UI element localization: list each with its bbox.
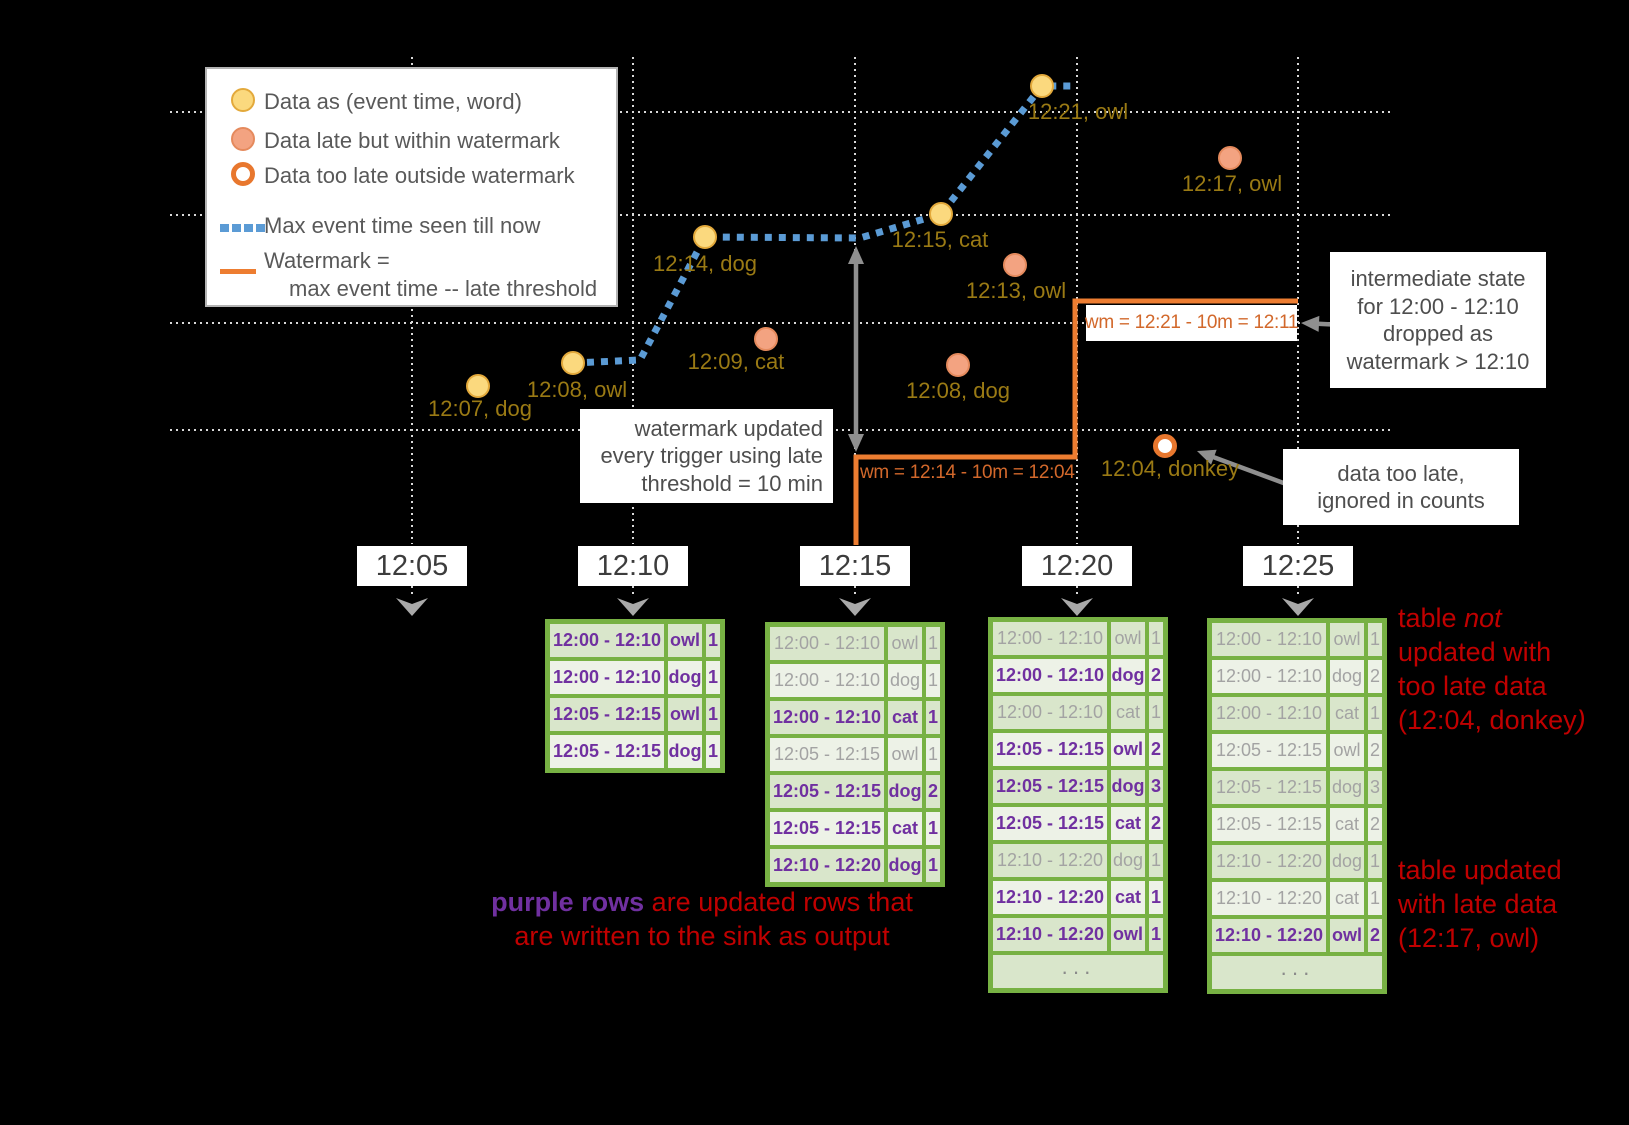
table-cell: owl (888, 627, 922, 660)
callout-line: threshold = 10 min (641, 470, 823, 496)
table-row (770, 738, 940, 771)
table-cell: 1 (1149, 844, 1163, 877)
purple-rows-caption (452, 885, 952, 953)
table-cell: dog (1330, 845, 1364, 878)
table-cell: 2 (1368, 660, 1382, 693)
watermark-line-icon (220, 269, 256, 274)
caption-segment: ) (1576, 705, 1586, 736)
table-cell: 12:10 - 12:20 (1212, 845, 1326, 878)
result-table-12:25 (1207, 618, 1387, 994)
table-cell: 1 (926, 849, 940, 882)
callout-line: watermark updated (634, 415, 823, 441)
data-point-label: 12:14, dog (653, 251, 757, 276)
table-cell: 12:05 - 12:15 (993, 807, 1107, 840)
table-ellipsis-row: ··· (993, 955, 1163, 988)
late-updated-caption (1398, 853, 1562, 955)
table-cell: dog (1330, 771, 1364, 804)
data-point-too-late (1153, 434, 1177, 458)
result-table-12:10 (545, 619, 725, 773)
table-row (770, 664, 940, 697)
table-cell: 1 (706, 624, 720, 657)
table-row (993, 844, 1163, 877)
table-row (550, 661, 720, 694)
data-point-on-time (1030, 74, 1054, 98)
table-row (993, 659, 1163, 692)
table-cell: 12:10 - 12:20 (993, 918, 1107, 951)
table-cell: cat (888, 812, 922, 845)
legend-item-label: Data too late outside watermark (264, 163, 575, 188)
on-time-dot-icon (231, 88, 255, 112)
table-row (993, 918, 1163, 951)
table-cell: owl (1330, 919, 1364, 952)
arrowhead-icon (848, 434, 864, 452)
table-cell: 1 (1368, 623, 1382, 656)
callout-line: for 12:00 - 12:10 (1357, 293, 1519, 319)
table-cell: 12:10 - 12:20 (993, 844, 1107, 877)
table-cell: dog (668, 735, 702, 768)
table-cell: dog (1111, 844, 1145, 877)
table-row (770, 812, 940, 845)
table-cell: 12:00 - 12:10 (1212, 660, 1326, 693)
table-cell: 12:05 - 12:15 (993, 733, 1107, 766)
table-cell: 12:00 - 12:10 (550, 661, 664, 694)
table-cell: 12:10 - 12:20 (770, 849, 884, 882)
intermediate-state-note (1330, 252, 1546, 388)
table-cell: 12:00 - 12:10 (1212, 623, 1326, 656)
table-cell: 1 (1149, 622, 1163, 655)
table-row (1212, 771, 1382, 804)
trigger-time-label: 12:15 (800, 546, 910, 586)
table-cell: 2 (1368, 919, 1382, 952)
table-cell: dog (1111, 770, 1145, 803)
trigger-arrowhead-icon (396, 598, 428, 616)
table-row (993, 696, 1163, 729)
table-cell: 12:00 - 12:10 (993, 622, 1107, 655)
caption-segment: are written to the sink as output (514, 921, 890, 952)
watermark-value-label: wm = 12:14 - 10m = 12:04 (860, 462, 1075, 483)
table-cell: 12:10 - 12:20 (993, 881, 1107, 914)
table-cell: 1 (1368, 697, 1382, 730)
caption-segment: not (1464, 603, 1502, 633)
table-cell: 12:00 - 12:10 (770, 701, 884, 734)
table-cell: owl (1330, 623, 1364, 656)
table-cell: cat (1111, 696, 1145, 729)
table-cell: 12:05 - 12:15 (550, 735, 664, 768)
max-event-time-line-icon (220, 219, 268, 237)
arrowhead-icon (1301, 316, 1319, 332)
table-cell: 1 (1149, 696, 1163, 729)
table-row (1212, 660, 1382, 693)
table-cell: 1 (926, 738, 940, 771)
data-point-late (1218, 146, 1242, 170)
table-row (1212, 697, 1382, 730)
caption-segment: purple rows (491, 887, 645, 917)
legend-item-label: Max event time seen till now (264, 213, 541, 238)
data-point-label: 12:08, owl (526, 377, 628, 402)
table-cell: 12:05 - 12:15 (770, 738, 884, 771)
table-cell: 12:05 - 12:15 (1212, 808, 1326, 841)
max-event-time-line (573, 86, 1073, 363)
table-cell: 12:10 - 12:20 (1212, 882, 1326, 915)
result-table-12:15 (765, 622, 945, 887)
table-cell: 2 (1368, 734, 1382, 767)
table-cell: 12:05 - 12:15 (770, 812, 884, 845)
legend (205, 67, 618, 307)
caption-segment: updated with (1398, 637, 1552, 668)
table-cell: 12:00 - 12:10 (993, 696, 1107, 729)
table-row (1212, 808, 1382, 841)
callout-line: dropped as (1382, 321, 1494, 346)
table-row (1212, 882, 1382, 915)
table-cell: dog (1330, 660, 1364, 693)
table-cell: cat (1330, 808, 1364, 841)
data-point-label: 12:08, dog (906, 378, 1010, 403)
caption-segment: with late data (1398, 889, 1558, 920)
caption-segment: (12:17, owl) (1398, 923, 1540, 954)
table-cell: 3 (1149, 770, 1163, 803)
caption-segment: are updated rows that (644, 887, 913, 917)
table-cell: 1 (706, 698, 720, 731)
watermark-value-label: wm = 12:21 - 10m = 12:11 (1086, 305, 1297, 341)
legend-item-label: max event time -- late threshold (289, 276, 598, 301)
data-point-on-time (561, 351, 585, 375)
data-point-label: 12:21, owl (1027, 99, 1129, 124)
table-ellipsis-row: ··· (1212, 956, 1382, 989)
table-cell: 2 (1149, 807, 1163, 840)
table-cell: 1 (706, 735, 720, 768)
table-cell: 1 (1368, 882, 1382, 915)
table-row (1212, 623, 1382, 656)
watermark-updated-note (580, 409, 833, 503)
table-row (1212, 845, 1382, 878)
callout-line: every trigger using late (600, 443, 823, 469)
data-point-label: 12:09, cat (687, 349, 785, 374)
table-cell: dog (888, 849, 922, 882)
table-cell: owl (1111, 733, 1145, 766)
trigger-time-label: 12:25 (1243, 546, 1353, 586)
table-cell: 1 (706, 661, 720, 694)
not-updated-caption (1398, 601, 1586, 737)
too-late-note (1283, 449, 1519, 525)
trigger-arrowhead-icon (617, 598, 649, 616)
table-cell: owl (1330, 734, 1364, 767)
table-cell: dog (668, 661, 702, 694)
table-cell: 12:00 - 12:10 (1212, 697, 1326, 730)
table-row (993, 733, 1163, 766)
trigger-arrowhead-icon (1061, 598, 1093, 616)
callout-line: ignored in counts (1317, 488, 1485, 513)
data-point-label: 12:04, donkey (1100, 456, 1240, 481)
table-cell: 12:00 - 12:10 (550, 624, 664, 657)
table-cell: cat (1111, 807, 1145, 840)
trigger-arrowhead-icon (839, 598, 871, 616)
table-row (550, 698, 720, 731)
data-point-label: 12:15, cat (891, 227, 989, 252)
table-cell: 1 (1149, 918, 1163, 951)
legend-item-label: Data late but within watermark (264, 128, 560, 153)
table-row (770, 701, 940, 734)
table-cell: 2 (926, 775, 940, 808)
table-cell: 1 (926, 664, 940, 697)
table-cell: 2 (1149, 733, 1163, 766)
table-cell: cat (888, 701, 922, 734)
table-row (770, 775, 940, 808)
table-row (1212, 919, 1382, 952)
table-cell: 2 (1368, 808, 1382, 841)
table-cell: 12:05 - 12:15 (550, 698, 664, 731)
data-point-on-time (929, 202, 953, 226)
table-cell: owl (1111, 918, 1145, 951)
table-cell: dog (888, 775, 922, 808)
trigger-arrowhead-icon (1282, 598, 1314, 616)
table-cell: 1 (926, 812, 940, 845)
trigger-time-label: 12:20 (1022, 546, 1132, 586)
table-cell: owl (1111, 622, 1145, 655)
legend-item-label: Data as (event time, word) (264, 89, 522, 114)
data-point-on-time (693, 225, 717, 249)
data-point-label: 12:17, owl (1181, 171, 1283, 196)
table-row (993, 881, 1163, 914)
table-cell: cat (1330, 882, 1364, 915)
table-row (993, 622, 1163, 655)
table-cell: 1 (1149, 881, 1163, 914)
table-cell: dog (888, 664, 922, 697)
table-cell: 12:10 - 12:20 (1212, 919, 1326, 952)
table-cell: 12:05 - 12:15 (1212, 771, 1326, 804)
table-row (550, 624, 720, 657)
data-point-late (946, 353, 970, 377)
caption-segment: table updated (1398, 855, 1562, 885)
callout-line: intermediate state (1350, 266, 1526, 291)
too-late-dot-icon (231, 162, 255, 186)
table-row (770, 627, 940, 660)
table-cell: 12:00 - 12:10 (993, 659, 1107, 692)
data-point-late (1003, 253, 1027, 277)
data-point-label: 12:07, dog (428, 396, 532, 421)
table-row (993, 807, 1163, 840)
result-table-12:20 (988, 617, 1168, 993)
table-cell: cat (1330, 697, 1364, 730)
table-cell: 12:05 - 12:15 (993, 770, 1107, 803)
table-cell: owl (668, 624, 702, 657)
table-cell: cat (1111, 881, 1145, 914)
late-dot-icon (231, 127, 255, 151)
table-cell: 12:00 - 12:10 (770, 664, 884, 697)
caption-segment: (12:04, donkey (1398, 705, 1577, 736)
callout-line: data too late, (1337, 460, 1465, 486)
table-row (770, 849, 940, 882)
trigger-time-label: 12:10 (578, 546, 688, 586)
table-cell: dog (1111, 659, 1145, 692)
table-cell: 2 (1149, 659, 1163, 692)
caption-segment: table (1398, 603, 1465, 633)
caption-segment: too late data (1398, 671, 1547, 702)
data-point-label: 12:13, owl (965, 278, 1067, 303)
callout-line: watermark > 12:10 (1346, 348, 1530, 374)
table-cell: 12:05 - 12:15 (770, 775, 884, 808)
table-row (993, 770, 1163, 803)
table-row (550, 735, 720, 768)
table-cell: 1 (926, 627, 940, 660)
legend-item-label: Watermark = (264, 248, 390, 273)
table-cell: owl (888, 738, 922, 771)
table-cell: 1 (926, 701, 940, 734)
table-cell: 3 (1368, 771, 1382, 804)
trigger-time-label: 12:05 (357, 546, 467, 586)
table-cell: 1 (1368, 845, 1382, 878)
table-cell: 12:00 - 12:10 (770, 627, 884, 660)
table-row (1212, 734, 1382, 767)
table-cell: 12:05 - 12:15 (1212, 734, 1326, 767)
table-cell: owl (668, 698, 702, 731)
data-point-late (754, 327, 778, 351)
